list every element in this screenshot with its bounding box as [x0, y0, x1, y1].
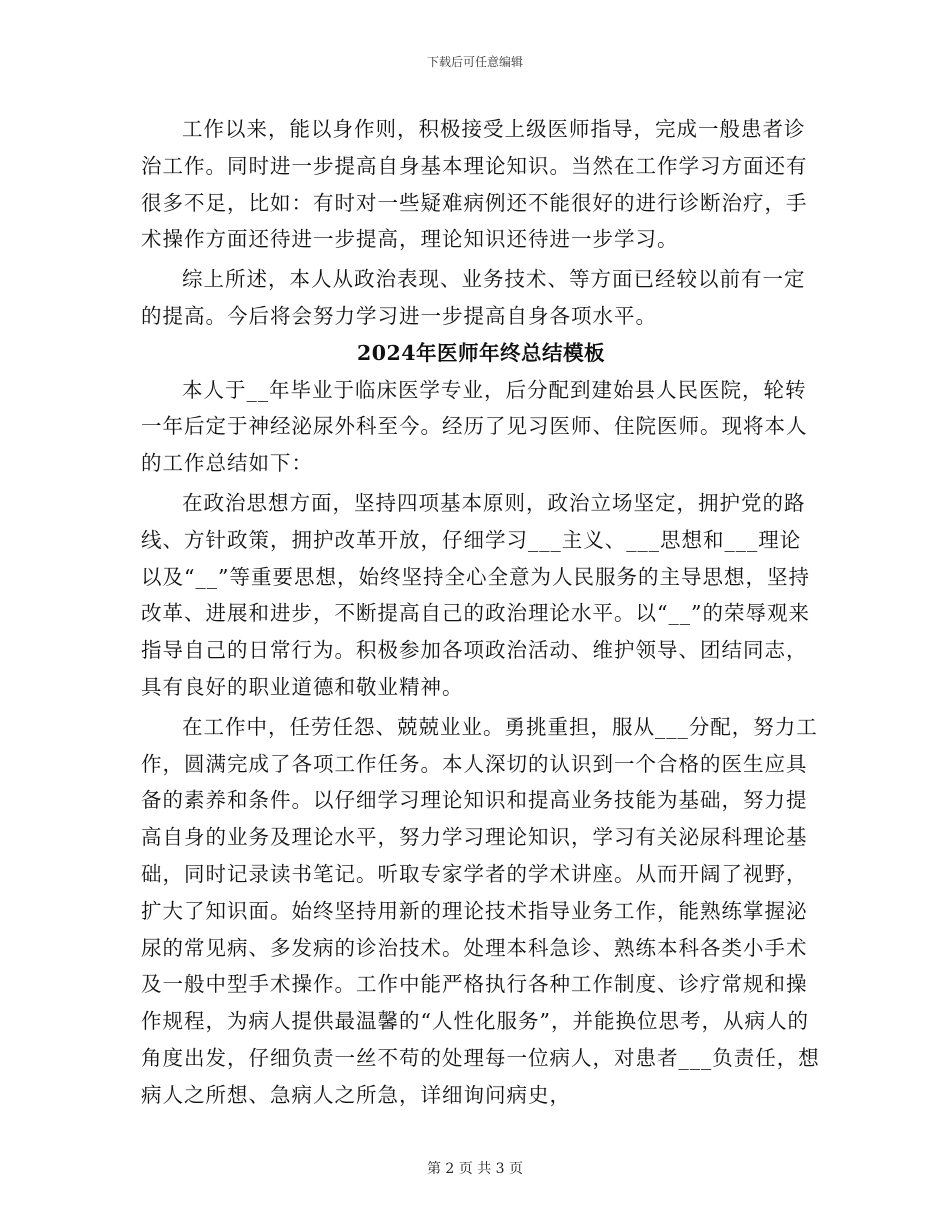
page-footer: 第 2 页 共 3 页 [426, 1161, 524, 1177]
page-header: 下载后可任意编辑 [426, 55, 523, 69]
paragraph: 工作以来，能以身作则，积极接受上级医师指导，完成一般患者诊治工作。同时进一步提高自身基本理论知识。当然在工作学习方面还有很多不足，比如：有时对一些疑难病例还不能很好的进行诊断治疗，手术操作方面还待进一步提高，理论知识还待进一步学习。 [141, 117, 808, 252]
paragraph: 在政治思想方面，坚持四项基本原则，政治立场坚定，拥护党的路线、方针政策，拥护改革开放，仔细学习___主义、___思想和___理论以及“__”等重要思想，始终坚持全心全意为人民服务的主导思想，坚持改革、进展和进步，不断提高自己的政治理论水平。以“__”的荣辱观来指导自己的日常行为。积极参加各项政治活动、维护领导、团结同志，具有良好的职业道德和敬业精神。 [141, 490, 810, 699]
paragraph: 在工作中，任劳任怨、兢兢业业。勇挑重担，服从___分配，努力工作，圆满完成了各项工作任务。本人深切的认识到一个合格的医生应具备的素养和条件。以仔细学习理论知识和提高业务技能为基础，努力提高自身的业务及理论水平，努力学习理论知识，学习有关泌尿科理论基础，同时记录读书笔记。听取专家学者的学术讲座。从而开阔了视野，扩大了知识面。始终坚持用新的理论技术指导业务工作，能熟练掌握泌尿的常见病、多发病的诊治技术。处理本科急诊、熟练本科各类小手术及一般中型手术操作。工作中能严格执行各种工作制度、诊疗常规和操作规程，为病人提供最温馨的“人性化服务”，并能换位思考，从病人的角度出发，仔细负责一丝不苟的处理每一位病人，对患者___负责任，想病人之所想、急病人之所急，详细询问病史， [141, 714, 820, 1107]
paragraph: 本人于__年毕业于临床医学专业，后分配到建始县人民医院，轮转一年后定于神经泌尿外科至今。经历了见习医师、住院医师。现将本人的工作总结如下： [141, 377, 808, 476]
document-body [141, 111, 821, 1114]
section-title: 2024年医师年终总结模板 [356, 340, 606, 365]
paragraph: 综上所述，本人从政治表现、业务技术、等方面已经较以前有一定的提高。今后将会努力学习进一步提高自身各项水平。 [141, 267, 806, 328]
